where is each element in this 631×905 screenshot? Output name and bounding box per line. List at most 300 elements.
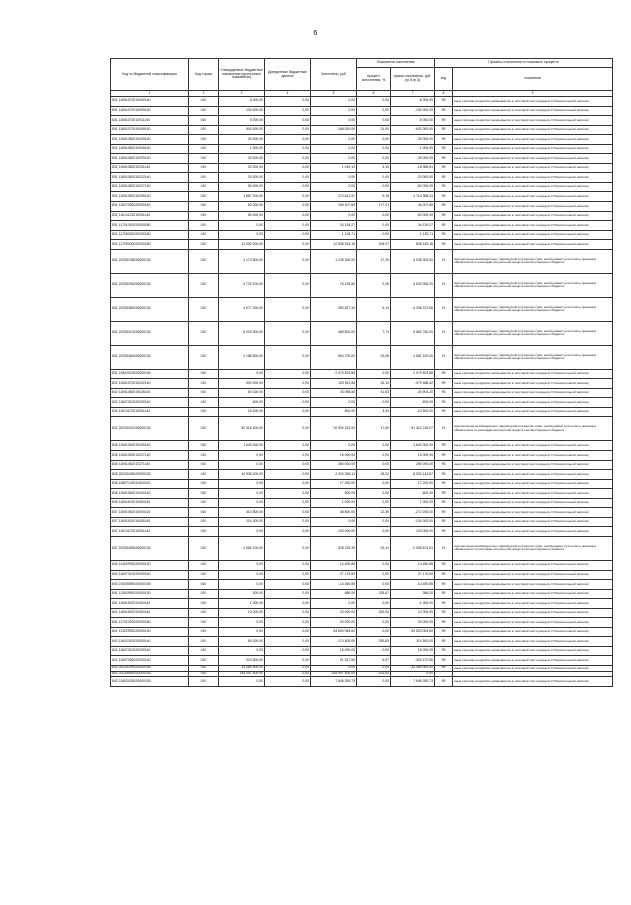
cell-executed: 20 000,00 xyxy=(311,608,357,618)
cell-explanation: иные причины (подробно раскрывается в текстовой части раздела 3 Пояснительной записки) xyxy=(453,489,613,499)
column-number: 4 xyxy=(265,91,311,97)
cell-doved: 0,00 xyxy=(265,580,311,590)
cell-code: 841 11601152010000140 xyxy=(111,599,189,609)
cell-reason-code: 99 xyxy=(435,388,453,398)
header-reasons: Причины отклонения от планового процента xyxy=(435,59,613,68)
cell-percent: 0,00 xyxy=(357,441,391,451)
cell-code: 837 11601062010000140 xyxy=(111,508,189,518)
cell-row-code: 010 xyxy=(189,163,219,173)
cell-executed: 12 836 515,18 xyxy=(311,240,357,250)
cell-row-code: 010 xyxy=(189,369,219,379)
cell-deviation: -2 055 874,61 xyxy=(391,536,435,560)
cell-executed: 0,00 xyxy=(311,517,357,527)
cell-percent: 6,14 xyxy=(357,297,391,321)
header-executed: Исполнено, руб xyxy=(311,59,357,91)
cell-executed: 1 000,00 xyxy=(311,498,357,508)
cell-reason-code: 99 xyxy=(435,665,453,671)
cell-percent: 0,00 xyxy=(357,182,391,192)
cell-approved: 1 000,00 xyxy=(219,599,265,609)
table-row xyxy=(111,388,613,398)
cell-percent: 0,00 xyxy=(357,489,391,499)
cell-approved: 1 887 000,00 xyxy=(219,192,265,202)
cell-reason-code: 13 xyxy=(435,417,453,441)
cell-code: 841 11701020020000180 xyxy=(111,618,189,628)
cell-approved: 310 800,00 xyxy=(219,508,265,518)
cell-row-code: 010 xyxy=(189,671,219,677)
cell-row-code: 010 xyxy=(189,135,219,145)
cell-reason-code: 99 xyxy=(435,398,453,408)
cell-executed: 628 225,39 xyxy=(311,536,357,560)
cell-deviation: -303 472,50 xyxy=(391,656,435,666)
cell-deviation: 2 070 823,86 xyxy=(391,369,435,379)
cell-row-code: 010 xyxy=(189,173,219,183)
cell-approved: 0,00 xyxy=(219,369,265,379)
header-explanation: пояснения xyxy=(453,68,613,91)
cell-reason-code: 99 xyxy=(435,441,453,451)
cell-explanation: иные причины (подробно раскрывается в текстовой части раздела 3 Пояснительной записки) xyxy=(453,230,613,240)
cell-approved: 50 000,00 xyxy=(219,211,265,221)
cell-explanation: иные причины (подробно раскрывается в текстовой части раздела 3 Пояснительной записки) xyxy=(453,182,613,192)
table-body xyxy=(111,97,613,687)
table-row xyxy=(111,135,613,145)
cell-row-code: 010 xyxy=(189,470,219,480)
table-row xyxy=(111,498,613,508)
cell-executed: 38 600,00 xyxy=(311,508,357,518)
cell-doved: 0,00 xyxy=(265,527,311,537)
cell-deviation: -1 714 358,43 xyxy=(391,192,435,202)
cell-deviation: -18 980,81 xyxy=(391,163,435,173)
column-number: 1 xyxy=(111,91,189,97)
cell-code: 831 20235250020000150 xyxy=(111,273,189,297)
cell-explanation: иные причины (подробно раскрывается в текстовой части раздела 3 Пояснительной записки) xyxy=(453,192,613,202)
cell-code: 837 11610122010001140 xyxy=(111,527,189,537)
cell-reason-code: 99 xyxy=(435,470,453,480)
cell-code: 831 11705020020000180 xyxy=(111,230,189,240)
cell-deviation: 27 176,50 xyxy=(391,570,435,580)
cell-percent: 0,00 xyxy=(357,451,391,461)
cell-approved: 0,00 xyxy=(219,646,265,656)
cell-explanation: иные причины (подробно раскрывается в текстовой части раздела 3 Пояснительной записки) xyxy=(453,135,613,145)
cell-deviation: -30 000,00 xyxy=(391,154,435,164)
cell-deviation: -3 643 965,20 xyxy=(391,273,435,297)
cell-approved: 0,00 xyxy=(219,498,265,508)
cell-reason-code: 99 xyxy=(435,618,453,628)
cell-explanation: перечисление межбюджетных трансфертов в пределах сумм, необходимых для оплаты денежных обязательств по расходам получателей средств соответствующего бюджета xyxy=(453,273,613,297)
cell-doved: 0,00 xyxy=(265,637,311,647)
cell-code: 840 11302992020000130 xyxy=(111,560,189,570)
cell-executed: 172 641,57 xyxy=(311,192,357,202)
cell-row-code: 010 xyxy=(189,570,219,580)
cell-doved: 0,00 xyxy=(265,125,311,135)
cell-reason-code: 99 xyxy=(435,369,453,379)
cell-row-code: 010 xyxy=(189,125,219,135)
cell-reason-code: 99 xyxy=(435,116,453,126)
cell-approved: 30 000,00 xyxy=(219,154,265,164)
cell-approved: 300,00 xyxy=(219,589,265,599)
cell-deviation: 14 450,85 xyxy=(391,560,435,570)
cell-deviation: 17 200,00 xyxy=(391,479,435,489)
cell-row-code: 010 xyxy=(189,273,219,297)
cell-deviation: 15 000,00 xyxy=(391,451,435,461)
cell-explanation: иные причины (подробно раскрывается в текстовой части раздела 3 Пояснительной записки) xyxy=(453,627,613,637)
cell-code: 836 11601062010000140 xyxy=(111,489,189,499)
cell-code: 831 11601082010029140 xyxy=(111,154,189,164)
cell-explanation: иные причины (подробно раскрывается в текстовой части раздела 3 Пояснительной записки) xyxy=(453,637,613,647)
cell-approved: 0,00 xyxy=(219,451,265,461)
cell-reason-code: 99 xyxy=(435,599,453,609)
cell-doved: 0,00 xyxy=(265,618,311,628)
cell-doved: 0,00 xyxy=(265,144,311,154)
cell-executed: 0,00 xyxy=(311,211,357,221)
cell-code: 832 11601082010026140 xyxy=(111,388,189,398)
cell-doved: 0,00 xyxy=(265,570,311,580)
cell-row-code: 010 xyxy=(189,498,219,508)
table-row xyxy=(111,489,613,499)
table-row xyxy=(111,211,613,221)
cell-code: 840 11607010020000140 xyxy=(111,570,189,580)
cell-code: 831 11601072010002140 xyxy=(111,97,189,107)
cell-approved: 0,00 xyxy=(219,479,265,489)
cell-deviation: 280 000,00 xyxy=(391,460,435,470)
cell-percent: 0,00 xyxy=(357,479,391,489)
cell-percent: 3,33 xyxy=(357,407,391,417)
cell-deviation: 600,00 xyxy=(391,489,435,499)
cell-row-code: 010 xyxy=(189,479,219,489)
cell-row-code: 010 xyxy=(189,407,219,417)
cell-executed: 14 450,85 xyxy=(311,560,357,570)
cell-percent: 0,00 xyxy=(357,599,391,609)
cell-doved: 0,00 xyxy=(265,297,311,321)
cell-deviation: -5 000,00 xyxy=(391,97,435,107)
cell-percent: 0,00 xyxy=(357,154,391,164)
cell-row-code: 010 xyxy=(189,627,219,637)
cell-percent: 24,10 xyxy=(357,379,391,389)
cell-deviation: -4 296 372,66 xyxy=(391,297,435,321)
cell-approved: 1 640 000,00 xyxy=(219,441,265,451)
table-row xyxy=(111,369,613,379)
table-row xyxy=(111,116,613,126)
cell-executed: 1 125,71 xyxy=(311,230,357,240)
cell-executed: 466 800,00 xyxy=(311,321,357,345)
cell-reason-code: 99 xyxy=(435,135,453,145)
cell-deviation: 34 134,27 xyxy=(391,221,435,231)
cell-percent: 0,00 xyxy=(357,560,391,570)
cell-approved: 1 000,00 xyxy=(219,144,265,154)
cell-executed: 0,00 xyxy=(311,106,357,116)
cell-approved: 0,00 xyxy=(219,618,265,628)
cell-row-code: 010 xyxy=(189,221,219,231)
cell-row-code: 010 xyxy=(189,441,219,451)
cell-deviation: 53 603 054,60 xyxy=(391,627,435,637)
cell-approved: 0,00 xyxy=(219,627,265,637)
cell-code: 831 20235460020000150 xyxy=(111,345,189,369)
cell-row-code: 010 xyxy=(189,144,219,154)
cell-code: 836 11601102010000140 xyxy=(111,498,189,508)
cell-explanation: иные причины (подробно раскрывается в текстовой части раздела 3 Пояснительной записки) xyxy=(453,240,613,250)
cell-percent: 18,32 xyxy=(357,470,391,480)
table-row xyxy=(111,560,613,570)
cell-executed: 280 000,00 xyxy=(311,460,357,470)
table-row xyxy=(111,221,613,231)
cell-row-code: 010 xyxy=(189,589,219,599)
cell-executed: 0,00 xyxy=(311,135,357,145)
table-row xyxy=(111,656,613,666)
cell-doved: 0,00 xyxy=(265,417,311,441)
table-row xyxy=(111,230,613,240)
cell-doved: 0,00 xyxy=(265,135,311,145)
cell-reason-code: 99 xyxy=(435,407,453,417)
cell-executed: -14 450,85 xyxy=(311,580,357,590)
cell-executed: 0,00 xyxy=(311,398,357,408)
cell-row-code: 010 xyxy=(189,249,219,273)
cell-explanation: перечисление межбюджетных трансфертов в пределах сумм, необходимых для оплаты денежных обязательств по расходам получателей средств соответствующего бюджета xyxy=(453,345,613,369)
table-row xyxy=(111,589,613,599)
cell-explanation: перечисление межбюджетных трансфертов в пределах сумм, необходимых для оплаты денежных обязательств по расходам получателей средств соответствующего бюджета xyxy=(453,321,613,345)
cell-reason-code: 99 xyxy=(435,637,453,647)
cell-executed: 20 000,00 xyxy=(311,618,357,628)
cell-deviation: -14 500,00 xyxy=(391,407,435,417)
cell-explanation: иные причины (подробно раскрывается в текстовой части раздела 3 Пояснительной записки) xyxy=(453,163,613,173)
cell-reason-code: 99 xyxy=(435,144,453,154)
cell-approved: 0,00 xyxy=(219,489,265,499)
cell-deviation: 46 207,65 xyxy=(391,202,435,212)
cell-approved: 62 316 400,00 xyxy=(219,417,265,441)
cell-percent: 9,15 xyxy=(357,192,391,202)
cell-executed: 174 500,00 xyxy=(311,637,357,647)
cell-doved: 0,00 xyxy=(265,97,311,107)
cell-code: 831 11601072010009140 xyxy=(111,106,189,116)
cell-deviation: 0,00 xyxy=(391,671,435,677)
cell-executed: 1 139 300,00 xyxy=(311,249,357,273)
cell-reason-code: 99 xyxy=(435,589,453,599)
cell-code: 831 11601072010009140 xyxy=(111,125,189,135)
cell-explanation: перечисление межбюджетных трансфертов в пределах сумм, необходимых для оплаты денежных обязательств по расходам получателей средств соответствующего бюджета xyxy=(453,297,613,321)
cell-deviation: -632 000,00 xyxy=(391,125,435,135)
cell-approved: 10 000,00 xyxy=(219,608,265,618)
cell-explanation: иные причины (подробно раскрывается в текстовой части раздела 3 Пояснительной записки) xyxy=(453,665,613,671)
cell-approved: 124 300,00 xyxy=(219,517,265,527)
cell-reason-code: 99 xyxy=(435,656,453,666)
cell-explanation: иные причины (подробно раскрывается в текстовой части раздела 3 Пояснительной записки) xyxy=(453,498,613,508)
cell-row-code: 010 xyxy=(189,417,219,441)
cell-approved: 50 000,00 xyxy=(219,182,265,192)
cell-doved: 0,00 xyxy=(265,677,311,687)
cell-percent: 0,00 xyxy=(357,106,391,116)
cell-reason-code: 99 xyxy=(435,570,453,580)
table-row xyxy=(111,97,613,107)
cell-executed: 280 827,34 xyxy=(311,297,357,321)
cell-row-code: 010 xyxy=(189,677,219,687)
cell-percent: 0,00 xyxy=(357,627,391,637)
cell-doved: 0,00 xyxy=(265,589,311,599)
table-row xyxy=(111,398,613,408)
cell-percent: 290,83 xyxy=(357,637,391,647)
cell-approved: 3 720 100,00 xyxy=(219,273,265,297)
cell-percent: 41,83 xyxy=(357,388,391,398)
cell-row-code: 010 xyxy=(189,388,219,398)
cell-deviation: -51 412 218,07 xyxy=(391,417,435,441)
cell-explanation: перечисление межбюджетных трансфертов в пределах сумм, необходимых для оплаты денежных обязательств по расходам получателей средств соответствующего бюджета xyxy=(453,536,613,560)
cell-percent: 0,00 xyxy=(357,570,391,580)
cell-explanation: иные причины (подробно раскрывается в текстовой части раздела 3 Пояснительной записки) xyxy=(453,460,613,470)
cell-reason-code: 99 xyxy=(435,580,453,590)
cell-explanation: иные причины (подробно раскрывается в текстовой части раздела 3 Пояснительной записки) xyxy=(453,646,613,656)
table-row xyxy=(111,321,613,345)
cell-explanation: иные причины (подробно раскрывается в текстовой части раздела 3 Пояснительной записки) xyxy=(453,173,613,183)
cell-doved: 0,00 xyxy=(265,163,311,173)
cell-explanation: иные причины (подробно раскрывается в текстовой части раздела 3 Пояснительной записки) xyxy=(453,677,613,687)
cell-doved: 0,00 xyxy=(265,106,311,116)
cell-explanation: иные причины (подробно раскрывается в текстовой части раздела 3 Пояснительной записки) xyxy=(453,618,613,628)
cell-row-code: 010 xyxy=(189,489,219,499)
cell-percent: 106,97 xyxy=(357,240,391,250)
cell-explanation: иные причины (подробно раскрывается в текстовой части раздела 3 Пояснительной записки) xyxy=(453,589,613,599)
cell-row-code: 010 xyxy=(189,240,219,250)
cell-percent: 0,00 xyxy=(357,398,391,408)
cell-executed: 76 135,80 xyxy=(311,273,357,297)
cell-percent: 0,00 xyxy=(357,230,391,240)
cell-explanation: иные причины (подробно раскрывается в текстовой части раздела 3 Пояснительной записки) xyxy=(453,560,613,570)
cell-doved: 0,00 xyxy=(265,536,311,560)
cell-doved: 0,00 xyxy=(265,517,311,527)
column-number: 7 xyxy=(391,91,435,97)
cell-row-code: 010 xyxy=(189,460,219,470)
table-row xyxy=(111,297,613,321)
cell-deviation: -50 000,00 xyxy=(391,211,435,221)
cell-code: 831 11601082010031140 xyxy=(111,163,189,173)
cell-reason-code: 99 xyxy=(435,240,453,250)
table-row xyxy=(111,517,613,527)
cell-reason-code: 99 xyxy=(435,125,453,135)
cell-deviation: 1 125,71 xyxy=(391,230,435,240)
cell-doved: 0,00 xyxy=(265,608,311,618)
cell-approved: 0,00 xyxy=(219,570,265,580)
cell-percent: 6,57 xyxy=(357,656,391,666)
cell-executed: 1 019,19 xyxy=(311,163,357,173)
cell-doved: 0,00 xyxy=(265,154,311,164)
cell-doved: 0,00 xyxy=(265,321,311,345)
table-row xyxy=(111,599,613,609)
cell-code: 835 20225435020000150 xyxy=(111,470,189,480)
cell-explanation: перечисление межбюджетных трансфертов в пределах сумм, необходимых для оплаты денежных обязательств по расходам получателей средств соответствующего бюджета xyxy=(453,249,613,273)
cell-approved: 0,00 xyxy=(219,560,265,570)
cell-executed: 0,00 xyxy=(311,665,357,671)
table-row xyxy=(111,646,613,656)
cell-approved: 33 489 900,00 xyxy=(219,665,265,671)
cell-explanation: иные причины (подробно раскрывается в текстовой части раздела 3 Пояснительной записки) xyxy=(453,144,613,154)
cell-reason-code: 99 xyxy=(435,106,453,116)
cell-explanation: иные причины (подробно раскрывается в текстовой части раздела 3 Пояснительной записки) xyxy=(453,441,613,451)
cell-code: 831 20235414020000150 xyxy=(111,321,189,345)
cell-executed: 0,00 xyxy=(311,144,357,154)
cell-deviation: -1 640 000,00 xyxy=(391,441,435,451)
cell-code: 832 11601072010002140 xyxy=(111,379,189,389)
cell-reason-code: 99 xyxy=(435,230,453,240)
table-row xyxy=(111,608,613,618)
cell-doved: 0,00 xyxy=(265,508,311,518)
cell-doved: 0,00 xyxy=(265,451,311,461)
cell-percent: 21,00 xyxy=(357,125,391,135)
cell-doved: 0,00 xyxy=(265,489,311,499)
cell-row-code: 010 xyxy=(189,182,219,192)
cell-executed: 0,00 xyxy=(311,173,357,183)
cell-executed: 0,00 xyxy=(311,154,357,164)
cell-explanation: иные причины (подробно раскрывается в текстовой части раздела 3 Пояснительной записки) xyxy=(453,202,613,212)
cell-approved: 2 684 100,00 xyxy=(219,536,265,560)
cell-executed: 0,00 xyxy=(311,116,357,126)
cell-deviation: -50 000,00 xyxy=(391,182,435,192)
cell-approved: 0,00 xyxy=(219,580,265,590)
cell-explanation: иные причины (подробно раскрывается в текстовой части раздела 3 Пояснительной записки) xyxy=(453,527,613,537)
cell-approved: 0,00 xyxy=(219,460,265,470)
cell-deviation: -130 000,00 xyxy=(391,106,435,116)
cell-reason-code: 13 xyxy=(435,273,453,297)
header-doved: Доведенные бюджетные данные xyxy=(265,59,311,91)
cell-doved: 0,00 xyxy=(265,627,311,637)
cell-reason-code: 99 xyxy=(435,97,453,107)
cell-executed: 504 700,00 xyxy=(311,345,357,369)
cell-row-code: 010 xyxy=(189,508,219,518)
cell-explanation: иные причины (подробно раскрывается в текстовой части раздела 3 Пояснительной записки) xyxy=(453,125,613,135)
cell-percent: 0,00 xyxy=(357,580,391,590)
cell-code: 831 11601082010025140 xyxy=(111,135,189,145)
table-row xyxy=(111,479,613,489)
table-row xyxy=(111,451,613,461)
cell-doved: 0,00 xyxy=(265,230,311,240)
cell-code: 832 11610122010001140 xyxy=(111,407,189,417)
cell-approved: 12 000 000,00 xyxy=(219,240,265,250)
cell-percent: 0,00 xyxy=(357,135,391,145)
cell-percent: 0,00 xyxy=(357,173,391,183)
cell-doved: 0,00 xyxy=(265,379,311,389)
cell-doved: 0,00 xyxy=(265,460,311,470)
cell-explanation: иные причины (подробно раскрывается в текстовой части раздела 3 Пояснительной записки) xyxy=(453,580,613,590)
cell-percent: 23,08 xyxy=(357,345,391,369)
cell-deviation: -600,00 xyxy=(391,398,435,408)
cell-explanation: иные причины (подробно раскрывается в текстовой части раздела 3 Пояснительной записки) xyxy=(453,211,613,221)
cell-code: 842 20225299020000150 xyxy=(111,665,189,671)
cell-approved: 20 000,00 xyxy=(219,173,265,183)
cell-reason-code: 99 xyxy=(435,677,453,687)
cell-deviation: 7 646 390,73 xyxy=(391,677,435,687)
cell-explanation: иные причины (подробно раскрывается в текстовой части раздела 3 Пояснительной записки) xyxy=(453,388,613,398)
table-row xyxy=(111,273,613,297)
table-row xyxy=(111,508,613,518)
cell-approved: 2 186 800,00 xyxy=(219,345,265,369)
cell-explanation: иные причины (подробно раскрывается в текстовой части раздела 3 Пояснительной записки) xyxy=(453,470,613,480)
cell-approved: 15 000,00 xyxy=(219,407,265,417)
cell-code: 831 11610122010001140 xyxy=(111,211,189,221)
cell-executed: 21 327,50 xyxy=(311,656,357,666)
cell-deviation: -1 682 100,00 xyxy=(391,345,435,369)
cell-reason-code: 13 xyxy=(435,321,453,345)
cell-row-code: 010 xyxy=(189,116,219,126)
cell-executed: 15 000,00 xyxy=(311,451,357,461)
cell-code: 841 11601182010000140 xyxy=(111,608,189,618)
header-deviation: сумма отклонения, руб. (гр.5-гр.3) xyxy=(391,68,435,91)
cell-row-code: 010 xyxy=(189,527,219,537)
cell-executed: 2 070 823,86 xyxy=(311,369,357,379)
cell-reason-code: 99 xyxy=(435,560,453,570)
cell-code: 842 11607010020000140 xyxy=(111,646,189,656)
cell-explanation: иные причины (подробно раскрывается в текстовой части раздела 3 Пояснительной записки) xyxy=(453,599,613,609)
cell-code: 835 11601062010271140 xyxy=(111,460,189,470)
cell-deviation: 1 000,00 xyxy=(391,498,435,508)
cell-doved: 0,00 xyxy=(265,202,311,212)
cell-reason-code: 13 xyxy=(435,536,453,560)
cell-executed: 120 511,58 xyxy=(311,379,357,389)
cell-approved: 60 000,00 xyxy=(219,388,265,398)
